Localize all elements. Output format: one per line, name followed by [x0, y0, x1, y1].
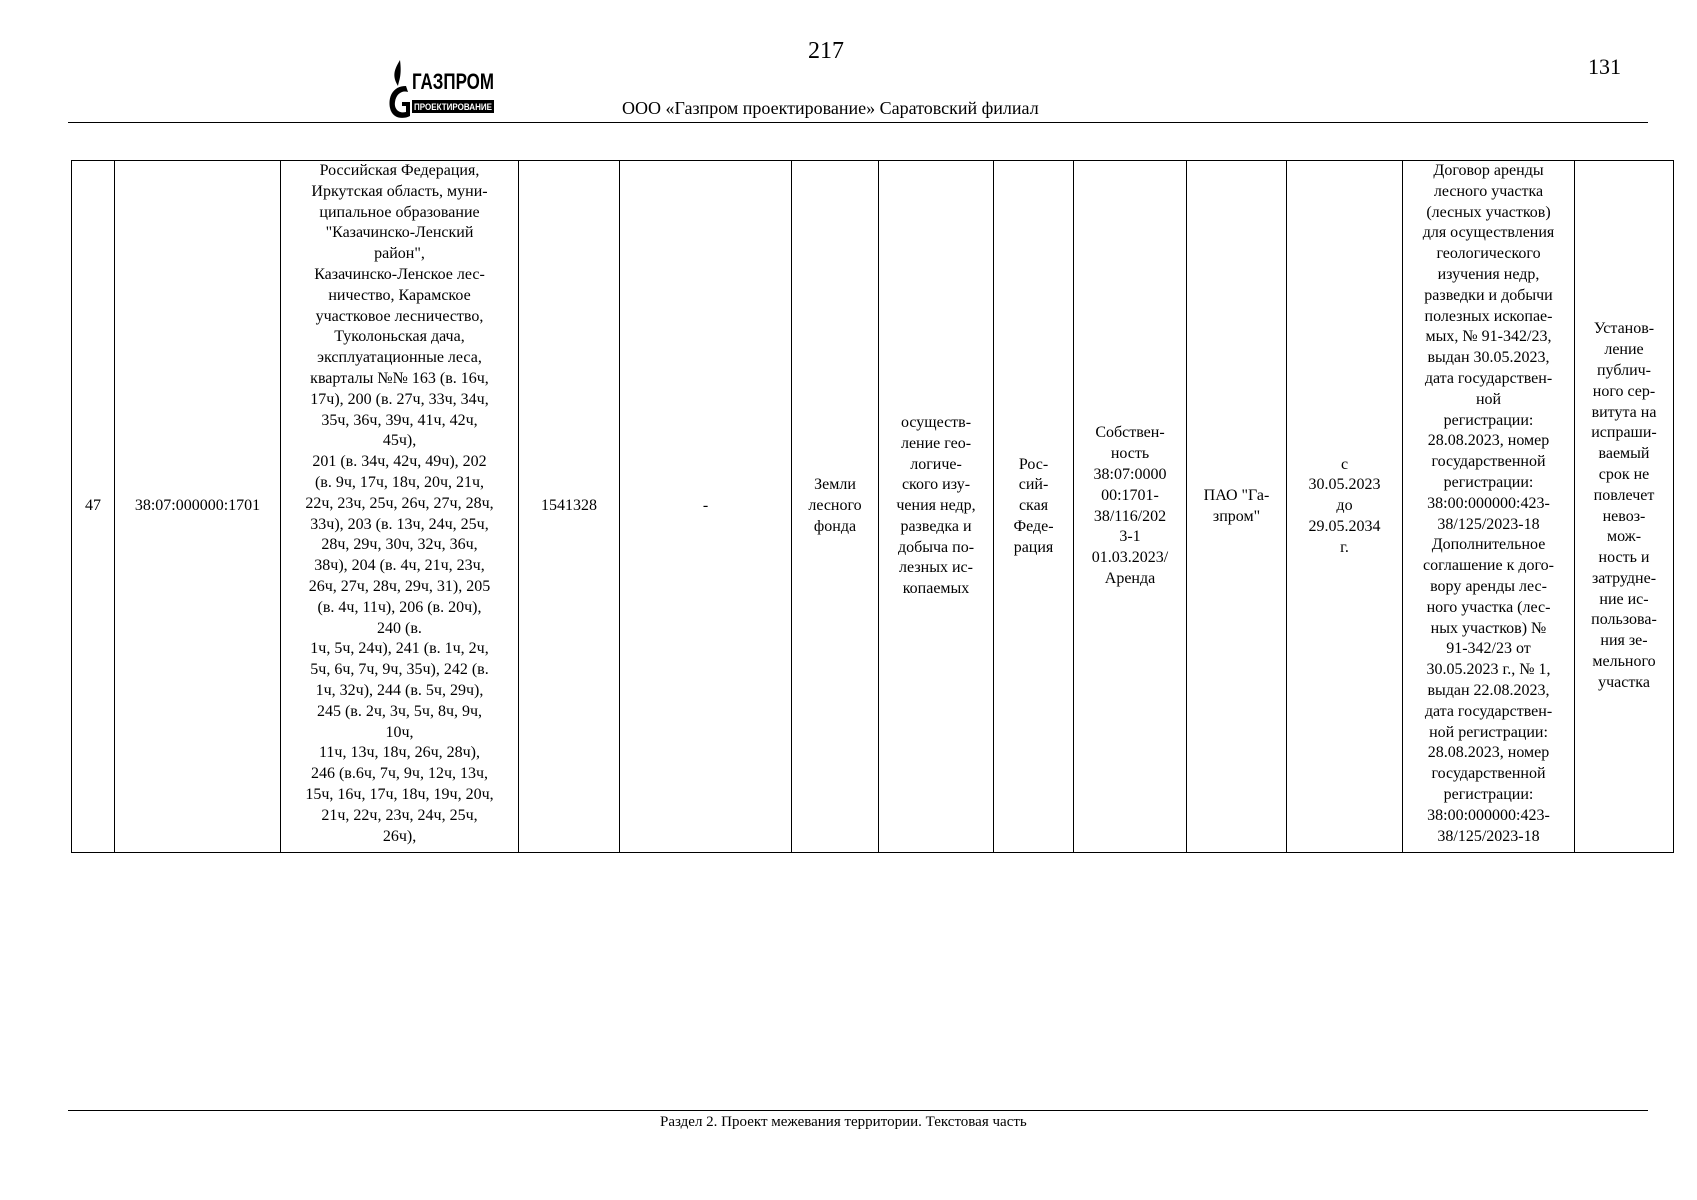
text-line: 10ч, — [385, 723, 414, 741]
cell-empty: - — [620, 161, 792, 853]
text-line: Казачинско-Ленское лес- — [314, 265, 485, 283]
text-line: ваемый — [1598, 445, 1650, 463]
text-line: 5ч, 6ч, 7ч, 9ч, 35ч), 242 (в. — [310, 661, 489, 679]
text-line: испраши- — [1591, 424, 1657, 442]
text-line: ной регистрации: — [1429, 723, 1548, 741]
text-line: 38/116/202 — [1093, 507, 1167, 525]
text-line: ность — [1110, 445, 1150, 463]
text-line: пользова- — [1591, 611, 1657, 629]
footer-text: Раздел 2. Проект межевания территории. Текстовая часть — [660, 1114, 1027, 1130]
text-line: Иркутская область, муни- — [311, 182, 488, 200]
text-line: копаемых — [902, 580, 970, 598]
text-line: 26ч), — [382, 827, 417, 845]
text-line: фонда — [813, 517, 857, 535]
page-number: 217 — [808, 38, 844, 64]
text-line: регистрации: — [1443, 411, 1534, 429]
text-line: 1ч, 32ч), 244 (в. 5ч, 29ч), — [315, 681, 484, 699]
text-line: кварталы №№ 163 (в. 16ч, — [310, 369, 489, 387]
text-line: 28.08.2023, номер — [1427, 744, 1550, 762]
text-line: Аренда — [1104, 569, 1156, 587]
text-line: Собствен- — [1095, 424, 1165, 442]
text-line: невоз- — [1602, 507, 1646, 525]
text-line: 35ч, 36ч, 39ч, 41ч, 42ч, — [321, 411, 478, 429]
text-line: регистрации: — [1443, 785, 1534, 803]
table-row — [72, 161, 1674, 853]
footer-rule — [68, 1110, 1648, 1111]
text-line: 246 (в.6ч, 7ч, 9ч, 12ч, 13ч, — [310, 765, 489, 783]
text-line: 38:07:0000 — [1093, 465, 1167, 483]
text-line: 21ч, 22ч, 23ч, 24ч, 25ч, — [321, 806, 478, 824]
land-plot-table — [71, 160, 1674, 853]
text-line: государственной — [1431, 765, 1546, 783]
gazprom-logo — [386, 56, 496, 122]
text-line: соглашение к дого- — [1423, 557, 1554, 575]
sheet-number: 131 — [1588, 54, 1621, 79]
text-line: 245 (в. 2ч, 3ч, 5ч, 8ч, 9ч, — [316, 702, 483, 720]
text-line: 17ч), 200 (в. 27ч, 33ч, 34ч, — [310, 390, 489, 408]
text-line: 29.05.2034 — [1308, 517, 1381, 535]
text-line: лесного — [808, 497, 862, 515]
text-line: ние ис- — [1599, 590, 1649, 608]
cell-cadastral-number: 38:07:000000:1701 — [115, 161, 281, 853]
text-line: Земли — [814, 476, 856, 494]
text-line: ского изу- — [901, 476, 971, 494]
text-line: мых, № 91-342/23, — [1425, 328, 1552, 346]
text-line: полезных ископае- — [1424, 307, 1553, 325]
text-line: лесного участка — [1433, 182, 1544, 200]
text-line: ного участка (лес- — [1426, 598, 1551, 616]
text-line: эксплуатационные леса, — [317, 349, 482, 367]
text-line: Установ- — [1593, 320, 1655, 338]
text-line: Дополнительное — [1431, 536, 1546, 554]
text-line: логиче- — [910, 455, 962, 473]
cell-holder — [1187, 161, 1287, 853]
text-line: регистрации: — [1443, 473, 1534, 491]
text-line: 91-342/23 от — [1446, 640, 1531, 658]
text-line: ская — [1018, 497, 1049, 515]
text-line: 15ч, 16ч, 17ч, 18ч, 19ч, 20ч, — [305, 785, 494, 803]
text-line: Феде- — [1013, 517, 1054, 535]
text-line: 38:00:000000:423- — [1427, 494, 1550, 512]
text-line: осуществ- — [900, 413, 972, 431]
text-line: до — [1336, 497, 1353, 515]
text-line: ПАО "Га- — [1203, 486, 1270, 504]
text-line: 28.08.2023, номер — [1427, 432, 1550, 450]
text-line: 26ч, 27ч, 28ч, 29ч, 31), 205 — [308, 577, 491, 595]
text-line: лезных ис- — [899, 559, 973, 577]
text-line: мож- — [1606, 528, 1642, 546]
text-line: Российская Федерация, — [319, 162, 480, 179]
cell-right — [1074, 161, 1187, 853]
text-line: с — [1340, 455, 1349, 473]
text-line: 11ч, 13ч, 18ч, 26ч, 28ч), — [319, 744, 480, 762]
text-line: изучения недр, — [1437, 265, 1540, 283]
text-line: ничество, Карамское — [328, 286, 471, 304]
text-line: выдан 30.05.2023, — [1427, 349, 1550, 367]
text-line: Рос- — [1018, 455, 1049, 473]
text-line: участковое лесничество, — [315, 307, 484, 325]
text-line: 3-1 — [1119, 528, 1141, 546]
cell-document — [1403, 161, 1575, 853]
text-line: 1ч, 5ч, 24ч), 241 (в. 1ч, 2ч, — [310, 640, 489, 658]
text-line: ния зе- — [1600, 632, 1648, 650]
text-line: 45ч), — [382, 432, 417, 450]
text-line: разведки и добычи — [1424, 286, 1553, 304]
text-line: участка — [1598, 673, 1650, 691]
text-line: дата государствен- — [1424, 702, 1553, 720]
text-line: Договор аренды — [1433, 162, 1544, 179]
text-line: дата государствен- — [1424, 369, 1553, 387]
text-line: район", — [374, 245, 425, 263]
text-line: витута на — [1591, 403, 1657, 421]
cell-note — [1575, 161, 1674, 853]
text-line: ность и — [1598, 549, 1650, 567]
text-line: 00:1701- — [1101, 486, 1159, 504]
text-line: разведка и — [900, 517, 972, 535]
text-line: рация — [1013, 538, 1054, 556]
cell-owner — [994, 161, 1074, 853]
text-line: 28ч, 29ч, 30ч, 32ч, 36ч, — [321, 536, 478, 554]
text-line: ление гео- — [900, 434, 972, 452]
text-line: 30.05.2023 — [1308, 476, 1381, 494]
text-line: срок не — [1598, 465, 1650, 483]
text-line: государственной — [1431, 453, 1546, 471]
text-line: повлечет — [1593, 486, 1655, 504]
text-line: затрудне- — [1591, 569, 1657, 587]
text-line: 38ч), 204 (в. 4ч, 21ч, 23ч, — [314, 557, 485, 575]
text-line: чения недр, — [896, 497, 976, 515]
logo-text: ГАЗПРОМ — [412, 69, 494, 94]
text-line: г. — [1340, 538, 1349, 556]
text-line: ной — [1475, 390, 1502, 408]
text-line: геологического — [1436, 245, 1541, 263]
text-line: Туколоньская дача, — [334, 328, 465, 346]
text-line: (лесных участков) — [1426, 203, 1551, 221]
logo-subtext: ПРОЕКТИРОВАНИЕ — [414, 102, 492, 112]
header-rule — [68, 122, 1648, 123]
text-line: ципальное образование — [319, 203, 480, 221]
text-line: зпром" — [1212, 507, 1261, 525]
organization-name: ООО «Газпром проектирование» Саратовский филиал — [622, 98, 1039, 118]
cell-area: 1541328 — [519, 161, 620, 853]
text-line: (в. 4ч, 11ч), 206 (в. 20ч), — [317, 598, 482, 616]
text-line: ного сер- — [1592, 382, 1656, 400]
text-line: ных участков) № — [1430, 619, 1547, 637]
text-line: 38/125/2023-18 — [1437, 827, 1540, 845]
cell-term — [1287, 161, 1403, 853]
text-line: "Казачинско-Ленский — [325, 224, 474, 242]
text-line: 201 (в. 34ч, 42ч, 49ч), 202 — [312, 453, 487, 471]
cell-address — [281, 161, 519, 853]
text-line: публич- — [1596, 361, 1651, 379]
text-line: 33ч), 203 (в. 13ч, 24ч, 25ч, — [310, 515, 489, 533]
text-line: 38:00:000000:423- — [1427, 806, 1550, 824]
text-line: 22ч, 23ч, 25ч, 26ч, 27ч, 28ч, — [305, 494, 494, 512]
cell-permitted-use — [879, 161, 994, 853]
text-line: ление — [1604, 341, 1644, 359]
text-line: выдан 22.08.2023, — [1427, 681, 1550, 699]
text-line: 38/125/2023-18 — [1437, 515, 1540, 533]
text-line: добыча по- — [897, 538, 975, 556]
text-line: сий- — [1018, 476, 1049, 494]
text-line: для осуществления — [1422, 224, 1555, 242]
text-line: 240 (в. — [377, 619, 422, 637]
cell-land-category — [792, 161, 879, 853]
text-line: мельного — [1592, 653, 1656, 671]
text-line: 30.05.2023 г., № 1, — [1426, 661, 1551, 679]
text-line: 01.03.2023/ — [1091, 549, 1169, 567]
cell-row-number: 47 — [72, 161, 115, 853]
text-line: (в. 9ч, 17ч, 18ч, 20ч, 21ч, — [314, 473, 485, 491]
text-line: вору аренды лес- — [1430, 577, 1547, 595]
